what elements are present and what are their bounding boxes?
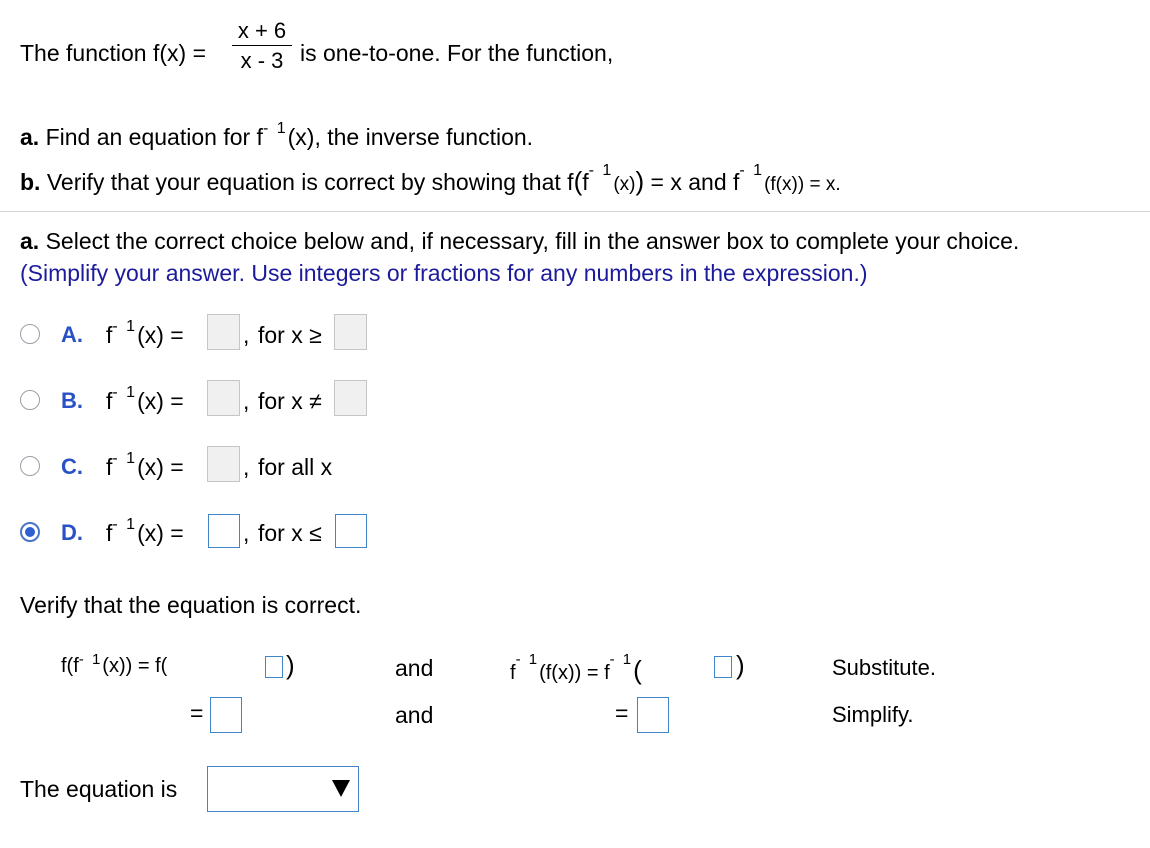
intro-prefix: The function f(x) = [20, 40, 206, 66]
fraction-numerator: x + 6 [237, 18, 287, 43]
choice-a-radio[interactable] [20, 324, 40, 344]
choice-c-expression [106, 450, 184, 481]
part-b-mid: = x and f [650, 169, 740, 195]
choice-b-letter[interactable]: B. [61, 388, 83, 413]
question-instruction: Select the correct choice below and, if necessary, fill in the answer box to complete your choice. [45, 228, 1020, 254]
composition-tail: (f(x)) = f [539, 662, 610, 684]
fraction-denominator: x - 3 [240, 48, 284, 73]
inverse-f: f [106, 520, 113, 546]
verify-left-equals: = [190, 700, 204, 726]
inverse-exponent: - 1 [112, 450, 138, 467]
choice-b-inverse-input[interactable] [207, 380, 240, 416]
verify-left-close-paren: ) [286, 650, 295, 680]
inverse-f: f [106, 322, 113, 348]
choice-b-domain-input[interactable] [334, 380, 367, 416]
choice-c-radio[interactable] [20, 456, 40, 476]
inverse-exponent: - 1 [262, 120, 288, 137]
inverse-exponent: - 1 [112, 318, 138, 335]
inverse-exponent: - 1 [515, 651, 540, 668]
part-b-line: b. Verify that your equation is correct by showing that $f(f^{- 1}(x)) = x$ and $f^{- 1}(f(x)) = x$. [20, 162, 841, 196]
section-divider [0, 211, 1150, 212]
question-label: a. [20, 228, 40, 254]
lhs-tail: (x) = [137, 322, 184, 348]
lhs-tail: (x) = [137, 520, 184, 546]
inverse-f: f [106, 388, 113, 414]
composition-inner: (x)) = f( [102, 655, 168, 677]
choice-a-inverse-input[interactable] [207, 314, 240, 350]
choice-c-letter[interactable]: C. [61, 454, 83, 479]
intro-suffix: is one-to-one. For the function, [300, 40, 614, 66]
choice-d-domain-input[interactable] [335, 514, 367, 548]
lhs-tail: (x) = [137, 454, 184, 480]
choice-a-condition: for x ≥ [258, 322, 322, 348]
inverse-exponent: - 1 [609, 651, 634, 668]
part-b-text: Verify that your equation is correct by showing that f [46, 169, 574, 195]
choice-d-comma: , [243, 520, 250, 546]
substitute-label: Substitute. [832, 655, 936, 680]
choice-b-radio[interactable] [20, 390, 40, 410]
choice-c-inverse-input[interactable] [207, 446, 240, 482]
verify-right-equals: = [615, 700, 629, 726]
question-hint: (Simplify your answer. Use integers or fractions for any numbers in the expression.) [20, 260, 868, 286]
choice-c-condition: for all x [258, 454, 333, 480]
question-instruction-line [20, 228, 1019, 255]
choice-b-expression [106, 384, 184, 415]
part-a-label: a. [20, 124, 40, 150]
verify-row1-left [61, 651, 168, 678]
verify-row1-right: $f^{- 1}(f(x)) = f^{- 1}$( [510, 651, 642, 685]
inverse-exponent: - 1 [112, 384, 138, 401]
choice-a-comma: , [243, 322, 250, 348]
choice-c-comma: , [243, 454, 250, 480]
part-a-tail: (x), the inverse function. [287, 124, 534, 150]
verify-left-simplify-input[interactable] [210, 697, 242, 733]
choice-b-condition: for x ≠ [258, 388, 322, 414]
inverse-exponent: - 1 [78, 651, 103, 668]
choice-d-radio[interactable] [20, 522, 40, 542]
inverse-exponent: - 1 [588, 162, 614, 179]
part-a-text: Find an equation for f [45, 124, 263, 150]
inverse-f: f [510, 662, 516, 684]
verify-right-close-paren: ) [736, 650, 745, 680]
dropdown-arrow-icon[interactable] [332, 780, 350, 797]
lhs-tail: (x) = [137, 388, 184, 414]
part-b-label: b. [20, 169, 41, 195]
verify-right-substitute-input[interactable] [714, 656, 732, 678]
composition-outer: f(f [61, 655, 79, 677]
inverse-f: f [106, 454, 113, 480]
verify-and-2: and [395, 702, 434, 728]
conclusion-label: The equation is [20, 776, 178, 802]
simplify-label: Simplify. [832, 702, 914, 727]
choice-a-domain-input[interactable] [334, 314, 367, 350]
inverse-exponent: - 1 [739, 162, 765, 179]
choice-d-condition: for x ≤ [258, 520, 322, 546]
choice-d-inverse-input[interactable] [208, 514, 240, 548]
part-a-line [20, 120, 534, 151]
verify-heading: Verify that the equation is correct. [20, 592, 362, 618]
function-fraction [232, 19, 292, 73]
choice-a-letter[interactable]: A. [61, 322, 83, 347]
verify-and-1: and [395, 655, 434, 681]
fraction-bar [232, 45, 292, 46]
choice-d-letter[interactable]: D. [61, 520, 83, 545]
choice-d-expression [106, 516, 184, 547]
choice-b-comma: , [243, 388, 250, 414]
inverse-exponent: - 1 [112, 516, 138, 533]
equation-correctness-dropdown[interactable] [207, 766, 359, 812]
choice-a-expression [106, 318, 184, 349]
part-b-tail: (f(x)) = x. [764, 174, 841, 195]
verify-right-simplify-input[interactable] [637, 697, 669, 733]
verify-left-substitute-input[interactable] [265, 656, 283, 678]
